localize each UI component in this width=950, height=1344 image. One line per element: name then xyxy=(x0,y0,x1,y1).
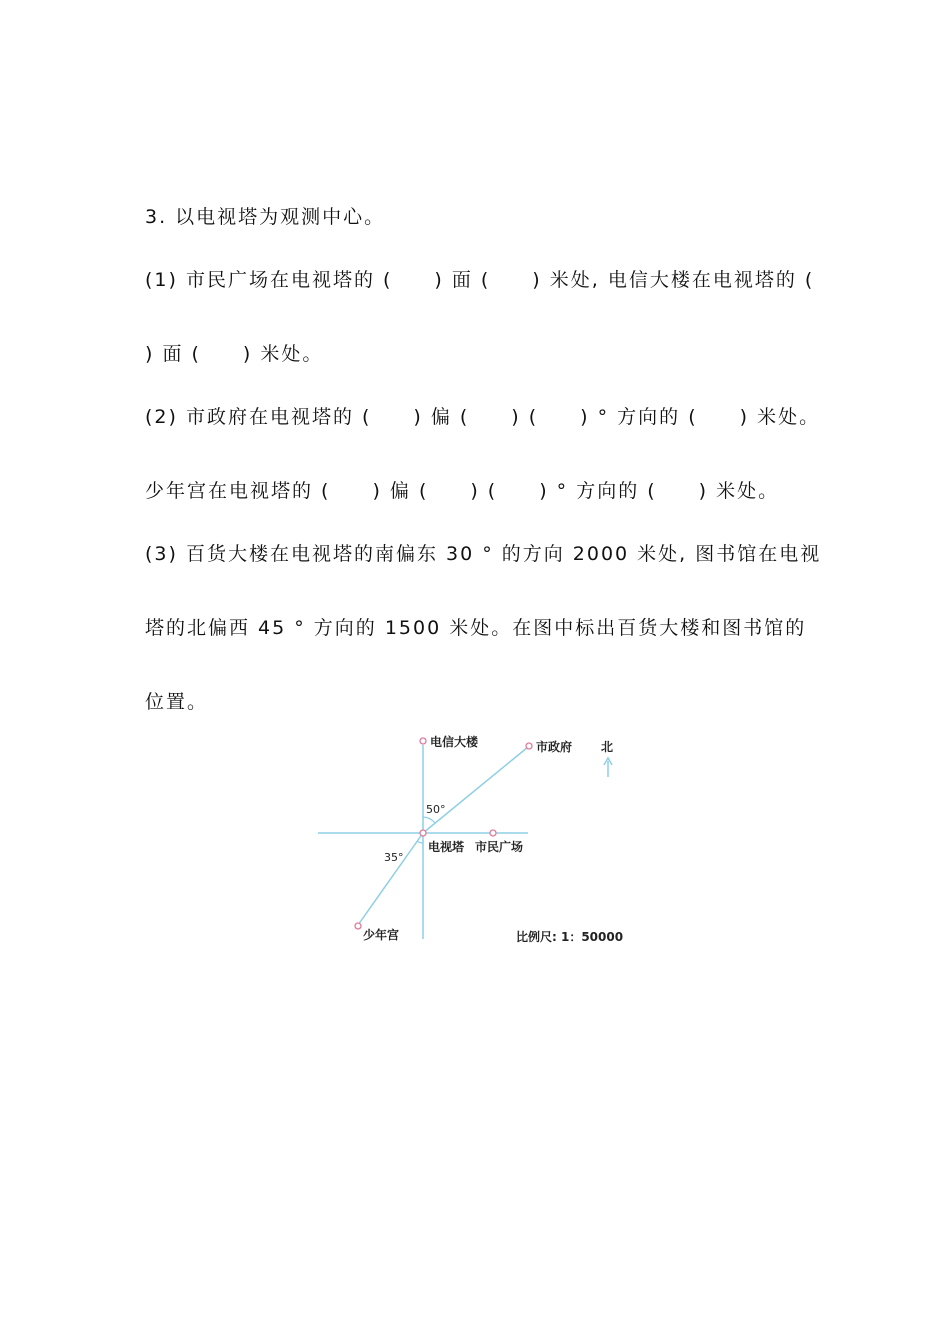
question-title: 3. 以电视塔为观测中心。 xyxy=(145,206,386,228)
point-youth-palace xyxy=(355,923,361,929)
label-scale: 比例尺: 1：50000 xyxy=(516,930,624,944)
label-angle-35: 35° xyxy=(384,851,404,864)
line-to-youth-palace xyxy=(358,833,423,925)
direction-map xyxy=(310,725,650,955)
question-line-4: 少年宫在电视塔的 ( ) 偏 ( ) ( ) ° 方向的 ( ) 米处。 xyxy=(145,480,780,502)
point-square xyxy=(490,830,496,836)
question-line-5: (3) 百货大楼在电视塔的南偏东 30 ° 的方向 2000 米处, 图书馆在电视 xyxy=(145,543,822,565)
label-tv-tower: 电视塔 xyxy=(428,840,465,854)
question-line-3: (2) 市政府在电视塔的 ( ) 偏 ( ) ( ) ° 方向的 ( ) 米处。 xyxy=(145,406,821,428)
point-city-hall xyxy=(526,743,532,749)
label-city-hall: 市政府 xyxy=(536,740,573,754)
label-telecom: 电信大楼 xyxy=(430,735,479,749)
question-line-6: 塔的北偏西 45 ° 方向的 1500 米处。在图中标出百货大楼和图书馆的 xyxy=(145,617,807,639)
label-square: 市民广场 xyxy=(475,840,524,854)
angle-arc-35 xyxy=(417,841,423,843)
question-line-2: ) 面 ( ) 米处。 xyxy=(145,343,324,365)
label-youth-palace: 少年宫 xyxy=(363,928,400,942)
question-line-7: 位置。 xyxy=(145,691,209,713)
label-north: 北 xyxy=(601,740,614,754)
point-telecom xyxy=(420,738,426,744)
label-angle-50: 50° xyxy=(426,803,446,816)
question-line-1: (1) 市民广场在电视塔的 ( ) 面 ( ) 米处, 电信大楼在电视塔的 ( xyxy=(145,269,815,291)
angle-arc-50 xyxy=(423,817,435,823)
line-to-city-hall xyxy=(423,747,528,833)
point-tv-tower xyxy=(420,830,426,836)
